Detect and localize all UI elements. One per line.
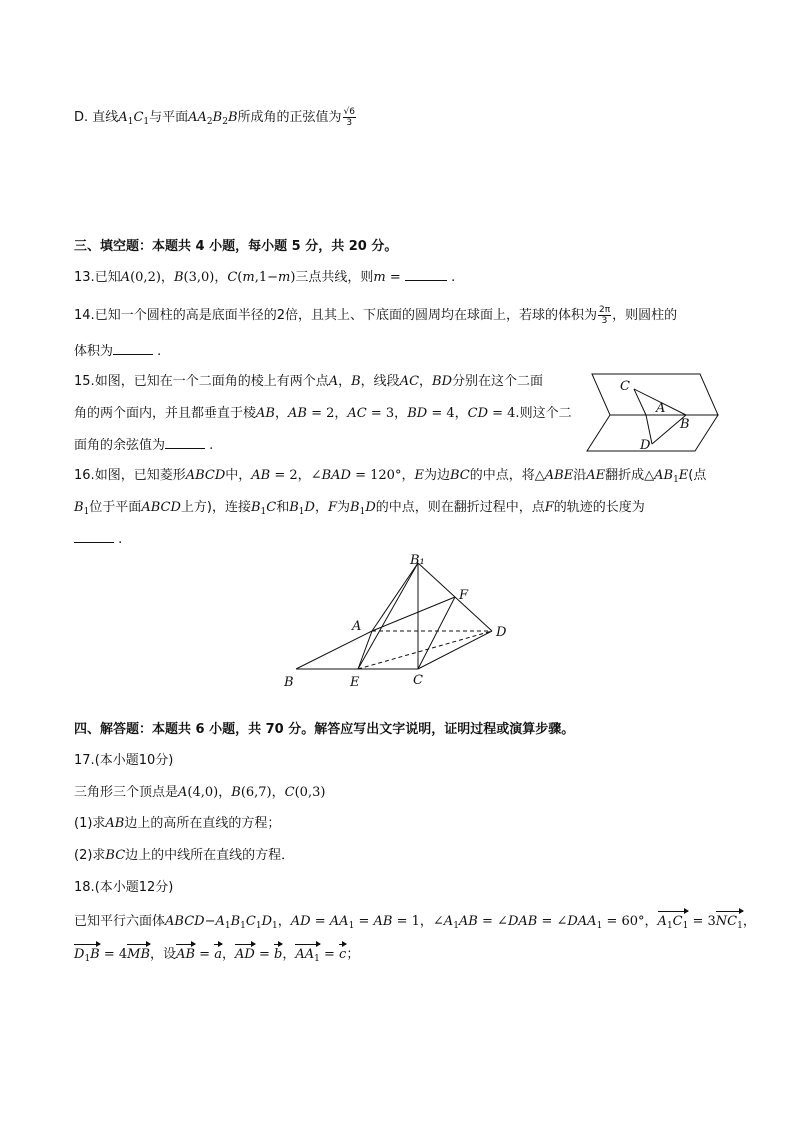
label-f: F xyxy=(459,588,469,603)
label-d: D xyxy=(640,438,651,453)
fraction-sqrt6-over-3: $\frac{√6}{3}$ xyxy=(343,107,355,128)
question-15-line-1: 15.如图，已知在一个二面角的棱上有两个点A，B，线段AC，BD分别在这个二面 xyxy=(74,374,544,389)
question-17-sub-1: (1)求AB边上的高所在直线的方程； xyxy=(74,816,281,831)
section-4-header: 四、解答题：本题共 6 小题，共 70 分。解答应写出文字说明，证明过程或演算步骤。 xyxy=(74,722,575,737)
question-17-sub-2: (2)求BC边上的中线所在直线的方程． xyxy=(74,848,295,863)
option-d: D. 直线$A_1C_1$与平面$AA_2B_2B$所成角的正弦值为 $\frac{√6}{3}$ xyxy=(74,107,355,128)
answer-blank xyxy=(113,342,153,355)
fraction-2pi-over-3: $\frac{2\pi}{3}$ xyxy=(598,305,611,326)
section-3-header: 三、填空题：本题共 4 小题，每小题 5 分，共 20 分。 xyxy=(74,239,398,254)
answer-blank xyxy=(165,436,205,449)
question-18-title: 18.(本小题12分) xyxy=(74,880,174,895)
label-b: B xyxy=(680,417,690,432)
question-18-line-1: 已知平行六面体$ABCD-A_1B_1C_1D_1$，AD = $AA_1$ = AB = 1，$\angle A_1AB$ = ∠DAB = $\angle DAA_1 = 60^\circ$，$A_1C_1 = 3NC_1$， xyxy=(74,910,756,936)
label-c: C xyxy=(413,673,423,688)
question-15-line-2: 角的两个面内，并且都垂直于棱AB，AB = 2，AC = 3，BD = 4，CD = 4.则这个二 xyxy=(74,406,572,421)
label-c: C xyxy=(620,379,630,394)
question-16-line-1: 16.如图，已知菱形ABCD中，AB = 2，∠BAD = 120°，E为边BC的中点，将△ABE沿AE翻折成$\triangle AB_1E$(点 xyxy=(74,468,707,485)
label-a: A xyxy=(656,401,666,416)
question-15-line-3: 面角的余弦值为 . xyxy=(74,438,214,453)
question-14-line-1: 14.已知一个圆柱的高是底面半径的2倍，且其上、下底面的圆周均在球面上，若球的体积为 $\frac{2\pi}{3}$ ，则圆柱的 xyxy=(74,305,678,326)
question-17-title: 17.(本小题10分) xyxy=(74,753,174,768)
label-e: E xyxy=(350,675,360,690)
rhombus-fold-figure xyxy=(280,553,520,693)
label-d: D xyxy=(496,625,507,640)
answer-blank xyxy=(405,268,447,281)
question-17-line-1: 三角形三个顶点是A(4,0)，B(6,7)，C(0,3) xyxy=(74,785,326,800)
question-13: 13.已知A(0,2)，B(3,0)，C(m,1−m)三点共线，则m = . xyxy=(74,270,456,285)
label-b: B xyxy=(284,675,294,690)
answer-blank xyxy=(74,530,114,543)
question-16-line-3: . xyxy=(74,530,122,550)
question-16-line-2: $B_1$位于平面ABCD上方)，连接$B_1C$和$B_1D$，F为$B_1D$的中点，则在翻折过程中，点F的轨迹的长度为 xyxy=(74,500,645,517)
question-18-line-2: $D_1B = 4MB$，设AB = a，AD = b，$AA_1 = c$； xyxy=(74,943,359,969)
question-14-line-2: 体积为 . xyxy=(74,344,162,359)
label-a: A xyxy=(352,619,362,634)
dihedral-angle-figure xyxy=(582,368,730,456)
label-b1: B₁ xyxy=(410,553,425,568)
